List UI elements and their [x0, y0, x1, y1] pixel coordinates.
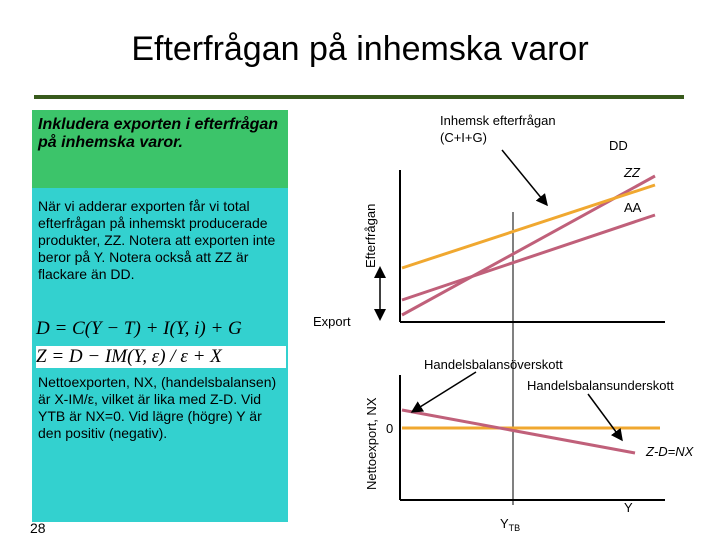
- ytb-label-sub: TB: [508, 523, 521, 533]
- panel-body-nx: Nettoexporten, NX, (handelsbalansen) är X-IM/ε, vilket är lika med Z-D. Vid YTB är NX=0. Vid lägre (högre) Y är den positiv (negativ).: [38, 374, 277, 441]
- domestic-demand-arrow: [502, 150, 547, 205]
- zz-label: ZZ: [624, 165, 640, 180]
- deficit-label: Handelsbalansunderskott: [527, 378, 674, 393]
- dd-label: DD: [609, 138, 628, 153]
- deficit-arrow: [588, 394, 622, 440]
- panel-body-zz: När vi adderar exporten får vi total efterfrågan på inhemskt producerade produkter, ZZ. Notera att exporten inte beror på Y. Notera också att ZZ är flackare än DD.: [38, 198, 276, 282]
- nx-line-label: Z-D=NX: [646, 444, 694, 459]
- annotation-line1: Inhemsk efterfrågan: [440, 113, 556, 128]
- annotation-line2: (C+I+G): [440, 130, 487, 145]
- equation-domestic-demand: D = C(Y − T) + I(Y, i) + G: [36, 318, 242, 339]
- x-axis-label: Y: [624, 500, 633, 515]
- slide-number: 28: [30, 520, 46, 536]
- aa-label: AA: [624, 200, 642, 215]
- equation-total-demand: Z = D − IM(Y, ε) / ε + X: [36, 346, 286, 368]
- nx-line: [402, 410, 635, 453]
- panel-heading: Inkludera exporten i efterfrågan på inhemska varor.: [38, 116, 279, 151]
- surplus-arrow: [412, 372, 476, 412]
- slide-title: Efterfrågan på inhemska varor: [131, 30, 589, 68]
- zero-label: 0: [386, 421, 394, 436]
- top-y-axis-label: Efterfrågan: [363, 203, 378, 268]
- export-label: Export: [313, 314, 351, 329]
- surplus-label: Handelsbalansöverskott: [424, 357, 563, 372]
- bottom-y-axis-label: Nettoexport, NX: [364, 397, 379, 490]
- ytb-label-main: Y: [500, 516, 509, 531]
- ytb-label: [500, 516, 520, 533]
